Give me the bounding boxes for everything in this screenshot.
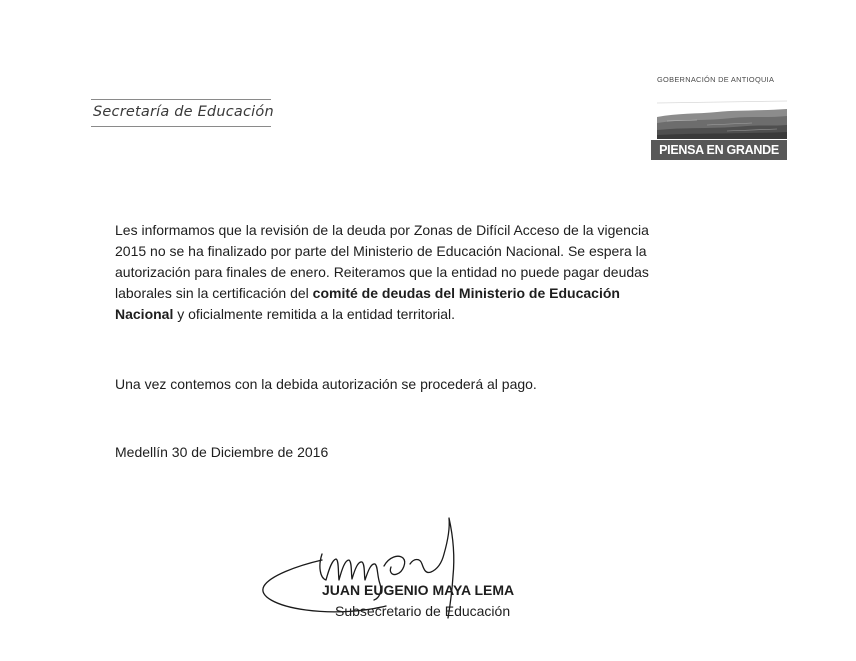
paragraph-debt-review — [115, 220, 725, 325]
department-heading: Secretaría de Educación — [93, 104, 274, 120]
logo-government-text: GOBERNACIÓN DE ANTIOQUIA — [657, 75, 775, 84]
signer-title: Subsecretario de Educación — [335, 603, 511, 619]
paragraph-text: y oficialmente remitida a la entidad territorial. — [173, 306, 456, 322]
paragraph-text: laborales sin la certificación del — [115, 285, 313, 301]
signer-name: JUAN EUGENIO MAYA LEMA — [322, 582, 515, 598]
header-rule-top — [91, 99, 271, 100]
mountain-logo-icon — [657, 87, 787, 139]
government-logo — [651, 73, 791, 163]
paragraph-line: autorización para finales de enero. Reiteramos que la entidad no puede pagar deudas — [115, 264, 649, 280]
committee-name-bold: comité de deudas del Ministerio de Educación — [312, 285, 620, 301]
paragraph-line — [115, 283, 725, 304]
paragraph-payment: Una vez contemos con la debida autorización se procederá al pago. — [115, 376, 537, 392]
date-line: Medellín 30 de Diciembre de 2016 — [115, 444, 329, 460]
paragraph-line: 2015 no se ha finalizado por parte del Ministerio de Educación Nacional. Se espera la — [115, 243, 647, 259]
paragraph-line — [115, 304, 725, 325]
header-rule-bottom — [91, 126, 271, 127]
logo-slogan: PIENSA EN GRANDE — [651, 140, 787, 160]
committee-name-bold: Nacional — [115, 306, 174, 322]
paragraph-line: Les informamos que la revisión de la deuda por Zonas de Difícil Acceso de la vigencia — [115, 222, 649, 238]
